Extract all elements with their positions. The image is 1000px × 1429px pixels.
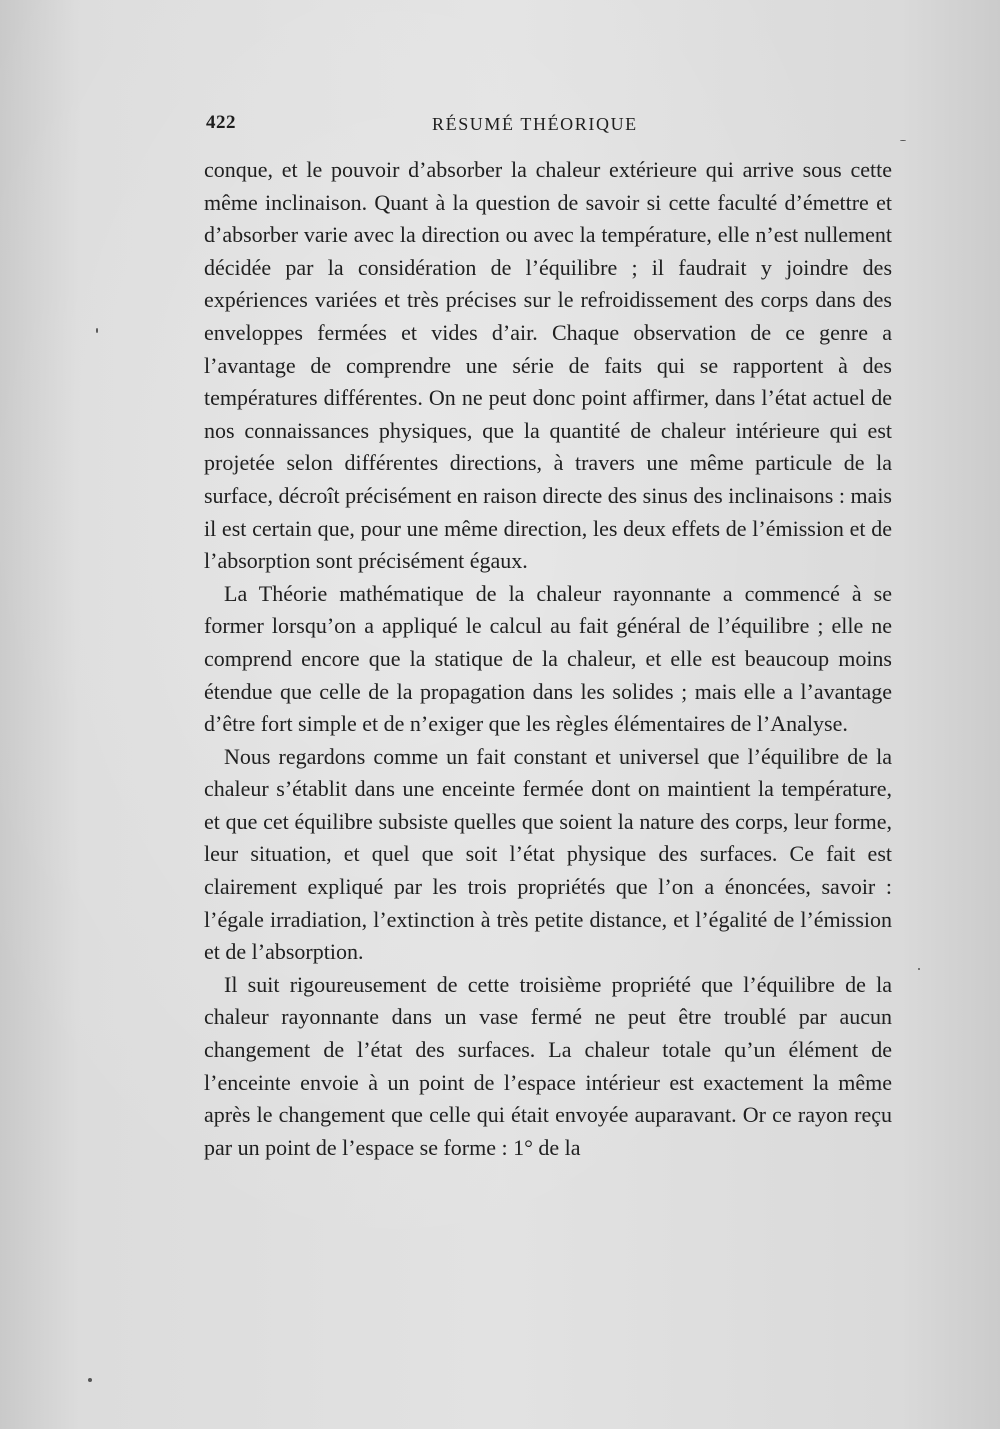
paper-speck <box>88 1378 92 1382</box>
page-number: 422 <box>206 112 236 133</box>
body-text <box>204 154 892 1164</box>
paper-speck <box>96 328 98 333</box>
paragraph-4: Il suit rigoureusement de cette troisième propriété que l’équilibre de la chaleur rayonnante dans un vase fermé ne peut être troublé par aucun changement de l’état des surfaces. La chaleur totale qu’un élément de l’enceinte envoie à un point de l’espace intérieur est exactement la même après le changement que celle qui était envoyée auparavant. Or ce rayon reçu par un point de l’espace se forme : 1° de la <box>204 971 892 1160</box>
page-header <box>206 112 896 140</box>
paragraph-1: conque, et le pouvoir d’absorber la chaleur extérieure qui arrive sous cette même inclinaison. Quant à la question de savoir si cette faculté d’émettre et d’absorber varie avec la direction ou avec la température, elle n’est nullement décidée par la considération de l’équilibre ; il faudrait y joindre des expériences variées et très précises sur le refroidissement des corps dans des enveloppes fermées et vides d’air. Chaque observation de ce genre a l’avantage de comprendre une série de faits qui se rapportent à des températures différentes. On ne peut donc point affirmer, dans l’état actuel de nos connaissances physiques, que la quantité de chaleur intérieure qui est projetée selon différentes directions, à travers une même particule de la surface, décroît précisément en raison directe des sinus des inclinaisons : mais il est certain que, pour une même direction, les deux effets de l’émission et de l’absorption sont précisément égaux. <box>204 157 892 574</box>
paragraph-2: La Théorie mathématique de la chaleur rayonnante a commencé à se former lorsqu’on a appliqué le calcul au fait général de l’équilibre ; elle ne comprend encore que la statique de la chaleur, et elle est beaucoup moins étendue que celle de la propagation dans les solides ; mais elle a l’avantage d’être fort simple et de n’exiger que les règles élémentaires de l’Analyse. <box>204 580 892 737</box>
paper-speck <box>918 968 920 970</box>
running-title: RÉSUMÉ THÉORIQUE <box>432 114 638 134</box>
paper-speck <box>900 140 906 141</box>
paragraph-3: Nous regardons comme un fait constant et universel que l’équilibre de la chaleur s’établit dans une enceinte fermée dont on maintient la température, et que cet équilibre subsiste quelles que soient la nature des corps, leur forme, leur situation, et quel que soit l’état physique des surfaces. Ce fait est clairement expliqué par les trois propriétés que l’on a énoncées, savoir : l’égale irradiation, l’extinction à très petite distance, et l’égalité de l’émission et de l’absorption. <box>204 743 892 965</box>
